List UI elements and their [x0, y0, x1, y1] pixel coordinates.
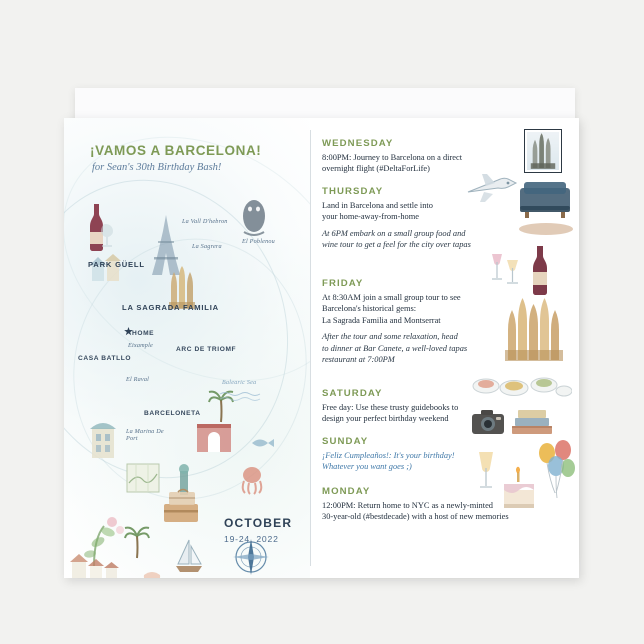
day-heading: SUNDAY — [322, 436, 369, 447]
octopus-icon — [236, 463, 268, 495]
champagne-glass-icon — [472, 448, 500, 496]
day-text: After the tour and some relaxation, head — [322, 332, 458, 342]
day-text: restaurant at 7:00PM — [322, 355, 395, 365]
birthday-cake-icon — [498, 458, 540, 510]
map-label: HOME — [132, 330, 155, 337]
map-label: PARK GÜELL — [88, 260, 145, 269]
map-label: CASA BATLLO — [78, 355, 132, 362]
day-text: 30-year-old (#bestdecade) with a host of new memories — [322, 512, 509, 522]
map-label-water: Balearic Sea — [222, 380, 257, 386]
invitation-card — [64, 118, 579, 578]
page-title: ¡VAMOS A BARCELONA! — [90, 143, 262, 158]
day-heading: MONDAY — [322, 486, 371, 497]
books-icon — [510, 404, 554, 438]
whale-icon — [236, 196, 272, 236]
schedule-panel — [322, 118, 572, 578]
date-range: 19-24, 2022 — [224, 534, 279, 544]
day-text: your home-away-from-home — [322, 212, 419, 222]
day-heading: SATURDAY — [322, 388, 383, 399]
wine-glasses-icon — [488, 250, 522, 292]
fish-icon — [250, 436, 276, 450]
wine-bottle-icon — [526, 244, 554, 296]
map-label: La Sagrera — [192, 243, 222, 250]
day-text: Free day: Use these trusty guidebooks to — [322, 403, 459, 412]
day-text: to dinner at Bar Canete, a well-loved tapas — [322, 343, 468, 353]
page-subtitle: for Sean's 30th Birthday Bash! — [92, 162, 222, 173]
day-heading: FRIDAY — [322, 278, 364, 289]
day-heading: THURSDAY — [322, 186, 384, 197]
map-label: BARCELONETA — [144, 410, 201, 417]
camera-icon — [470, 406, 506, 438]
balloons-icon — [536, 440, 576, 506]
casa-batllo-icon — [86, 420, 120, 460]
day-text: 12:00PM: Return home to NYC as a newly-minted — [322, 501, 493, 510]
tapas-plates-icon — [472, 366, 572, 400]
sea-waves-decoration — [218, 390, 274, 404]
panel-divider — [310, 130, 311, 566]
rug-icon — [518, 222, 574, 236]
map-label: Eixample — [128, 342, 153, 349]
map-label: El Raval — [126, 376, 150, 383]
sofa-icon — [518, 176, 572, 224]
day-text: ¡Feliz Cumpleaños!: It's your birthday! — [322, 451, 455, 460]
map-panel — [64, 118, 310, 578]
day-text: Land in Barcelona and settle into — [322, 201, 433, 210]
sagrada-familia-illustration — [500, 296, 570, 362]
day-text: At 8:30AM join a small group tour to see — [322, 293, 461, 302]
day-text: Whatever you want goes ;) — [322, 462, 412, 472]
wine-bottle-icon — [81, 202, 115, 254]
suitcase-stack-icon — [160, 486, 206, 528]
day-text: overnight flight (#DeltaForLife) — [322, 164, 430, 174]
map-label: ARC DE TRIOMF — [176, 346, 237, 353]
day-text: Barcelona's historical gems: — [322, 304, 417, 314]
map-label: La Marina De Port — [126, 428, 164, 442]
map-label: El Poblenou — [242, 238, 275, 245]
day-text: design your perfect birthday weekend — [322, 414, 449, 424]
airplane-icon — [464, 170, 520, 206]
schedule-day-wednesday — [322, 138, 560, 175]
day-heading: WEDNESDAY — [322, 138, 394, 149]
village-houses-icon — [66, 548, 130, 578]
seashell-icon — [142, 570, 162, 578]
day-text: La Sagrada Familia and Montserrat — [322, 315, 441, 325]
day-text: wine tour to get a feel for the city over tapas — [322, 240, 471, 250]
date-month: OCTOBER — [224, 516, 293, 530]
sailboat-icon — [174, 538, 204, 574]
day-text: At 6PM embark on a small group food and — [322, 228, 466, 238]
map-label: La Vall D'hebron — [182, 218, 228, 225]
map-label: LA SAGRADA FAMILIA — [122, 303, 219, 312]
day-text: 8:00PM: Journey to Barcelona on a direct — [322, 153, 463, 162]
home-star-marker — [124, 327, 133, 336]
